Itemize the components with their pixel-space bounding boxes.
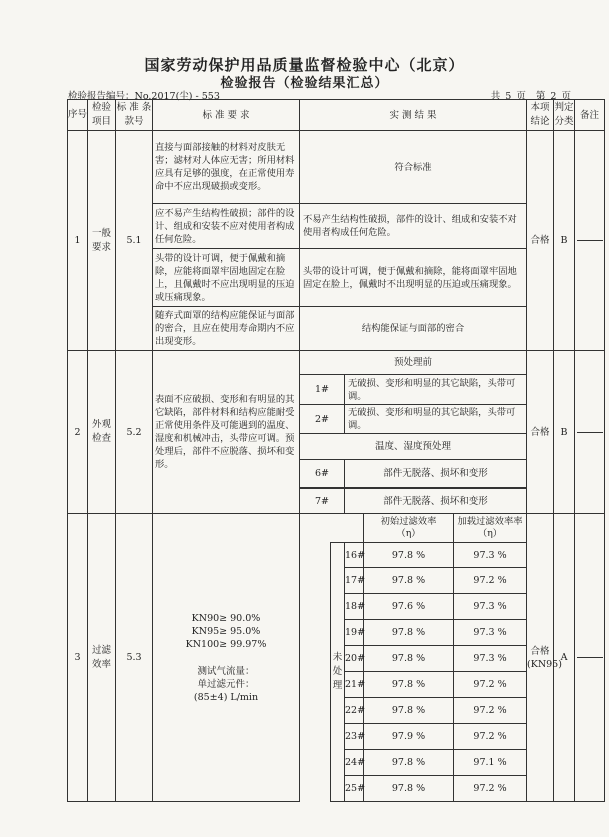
table-row [68,514,605,543]
loaded-value: 97.1 % [454,750,527,776]
seq-cell: 2 [68,351,88,514]
requirement-cell: 直接与面部接触的材料对皮肤无害；滤材对人体应无害；所用材料应具有足够的强度，在正常使用寿命中不应出现破损或变形。 [153,131,300,204]
sample-result: 无破损、变形和明显的其它缺陷，头带可调。 [345,375,527,405]
sample-id: 16# [345,543,364,568]
grade-cell: B [554,131,575,351]
spec-kn100: KN100≥ 99.97% [185,638,267,650]
spec-kn95: KN95≥ 95.0% [191,625,261,637]
loaded-value: 97.3 % [454,620,527,646]
remark-cell [575,351,605,514]
flow-unit-label: 单过滤元件： [197,678,255,690]
sample-id: 2# [300,405,345,434]
sample-id: 21# [345,672,364,698]
current-page: 第 2 页 [535,91,571,102]
requirement-cell: 随弃式面罩的结构应能保证与面部的密合，且应在使用寿命期内不应出现变形。 [153,307,300,351]
report-number-label: 检验报告编号： [68,91,135,102]
initial-value: 97.8 % [364,646,454,672]
col-initial-efficiency: 初始过滤效率 （η） [364,514,454,543]
requirement-cell: 头带的设计可调，便于佩戴和摘除，应能将面罩牢固地固定在脸上，且佩戴时不应出现明显的压迫或压痛现象。 [153,249,300,307]
sample-result: 部件无脱落、损坏和变形 [345,460,527,488]
sample-id: 18# [345,594,364,620]
col-result: 实 测 结 果 [300,100,527,131]
loaded-value: 97.3 % [454,543,527,568]
remark-dash [577,432,603,433]
initial-value: 97.8 % [364,568,454,594]
remark-cell [575,131,605,351]
conclusion-cell: 合格 [527,131,554,351]
table-row [68,131,605,204]
report-org-title: 国家劳动保护用品质量监督检验中心（北京） [144,56,465,74]
report-number-value: No.2017(尘) - 553 [134,91,220,102]
grade-cell: A [554,514,575,802]
sample-id: 25# [345,776,364,802]
col-requirement: 标 准 要 求 [153,100,300,131]
seq-cell: 1 [68,131,88,351]
group-title-humidity: 温度、湿度预处理 [300,434,527,460]
col-remark: 备注 [575,100,605,131]
clause-cell: 5.3 [116,514,153,802]
condition-cell: 未处理 [331,543,345,802]
initial-value: 97.8 % [364,543,454,568]
col-item: 检验项目 [88,100,116,131]
sample-id: 23# [345,724,364,750]
initial-value: 97.8 % [364,698,454,724]
group-title-pre: 预处理前 [300,351,527,375]
col-clause: 标 准 条款号 [116,100,153,131]
item-cell: 外观检查 [88,351,116,514]
initial-value: 97.8 % [364,776,454,802]
sample-id: 20# [345,646,364,672]
col-seq: 序号 [68,100,88,131]
sample-id: 6# [300,460,345,488]
loaded-value: 97.2 % [454,724,527,750]
sample-result: 无破损、变形和明显的其它缺陷，头带可调。 [345,405,527,434]
flow-label: 测试气流量： [197,665,255,677]
remark-dash [577,240,603,241]
spec-kn90: KN90≥ 90.0% [191,612,261,624]
sample-id: 17# [345,568,364,594]
requirement-cell: 应不易产生结构性破损；部件的设计、组成和安装不应对使用者构成任何危险。 [153,204,300,249]
clause-cell: 5.1 [116,131,153,351]
requirement-cell [153,514,300,802]
remark-dash [577,657,603,658]
loaded-value: 97.2 % [454,672,527,698]
result-cell: 结构能保证与面部的密合 [300,307,527,351]
loaded-value: 97.2 % [454,568,527,594]
result-cell: 不易产生结构性破损，部件的设计、组成和安装不对使用者构成任何危险。 [300,204,527,249]
report-subtitle: 检验报告（检验结果汇总） [220,76,389,91]
col-conclusion: 本项结论 [527,100,554,131]
conclusion-cell: 合格 (KN95) [527,514,554,802]
col-grade: 判定分类 [554,100,575,131]
seq-cell: 3 [68,514,88,802]
initial-value: 97.8 % [364,620,454,646]
sample-id: 24# [345,750,364,776]
initial-value: 97.8 % [364,750,454,776]
sample-id: 1# [300,375,345,405]
table-header-row [68,100,605,131]
loaded-value: 97.2 % [454,776,527,802]
loaded-value: 97.2 % [454,698,527,724]
result-cell: 头带的设计可调，便于佩戴和摘除，能将面罩牢固地固定在脸上，佩戴时不出现明显的压迫或压痛现象。 [300,249,527,307]
item-cell: 一般要求 [88,131,116,351]
loaded-value: 97.3 % [454,646,527,672]
conclusion-cell: 合格 [527,351,554,514]
total-pages: 共 5 页 [490,91,526,102]
grade-cell: B [554,351,575,514]
requirement-cell: 表面不应破损、变形和有明显的其它缺陷，部件材料和结构应能耐受正常使用条件及可能遇到的温度、湿度和机械冲击，头带应可调。预处理后，部件不应脱落、损坏和变形。 [153,351,300,514]
result-cell: 符合标准 [300,131,527,204]
initial-value: 97.6 % [364,594,454,620]
clause-cell: 5.2 [116,351,153,514]
remark-cell [575,514,605,802]
flow-value: (85±4) L/min [193,691,259,703]
initial-value: 97.9 % [364,724,454,750]
sample-result: 部件无脱落、损坏和变形 [345,489,527,514]
results-table [67,99,605,802]
table-row [68,351,605,375]
item-cell: 过滤效率 [88,514,116,802]
sample-id: 22# [345,698,364,724]
col-loaded-efficiency: 加载过滤效率率 （η） [454,514,527,543]
initial-value: 97.8 % [364,672,454,698]
sample-id: 19# [345,620,364,646]
sample-id: 7# [300,489,345,514]
loaded-value: 97.3 % [454,594,527,620]
